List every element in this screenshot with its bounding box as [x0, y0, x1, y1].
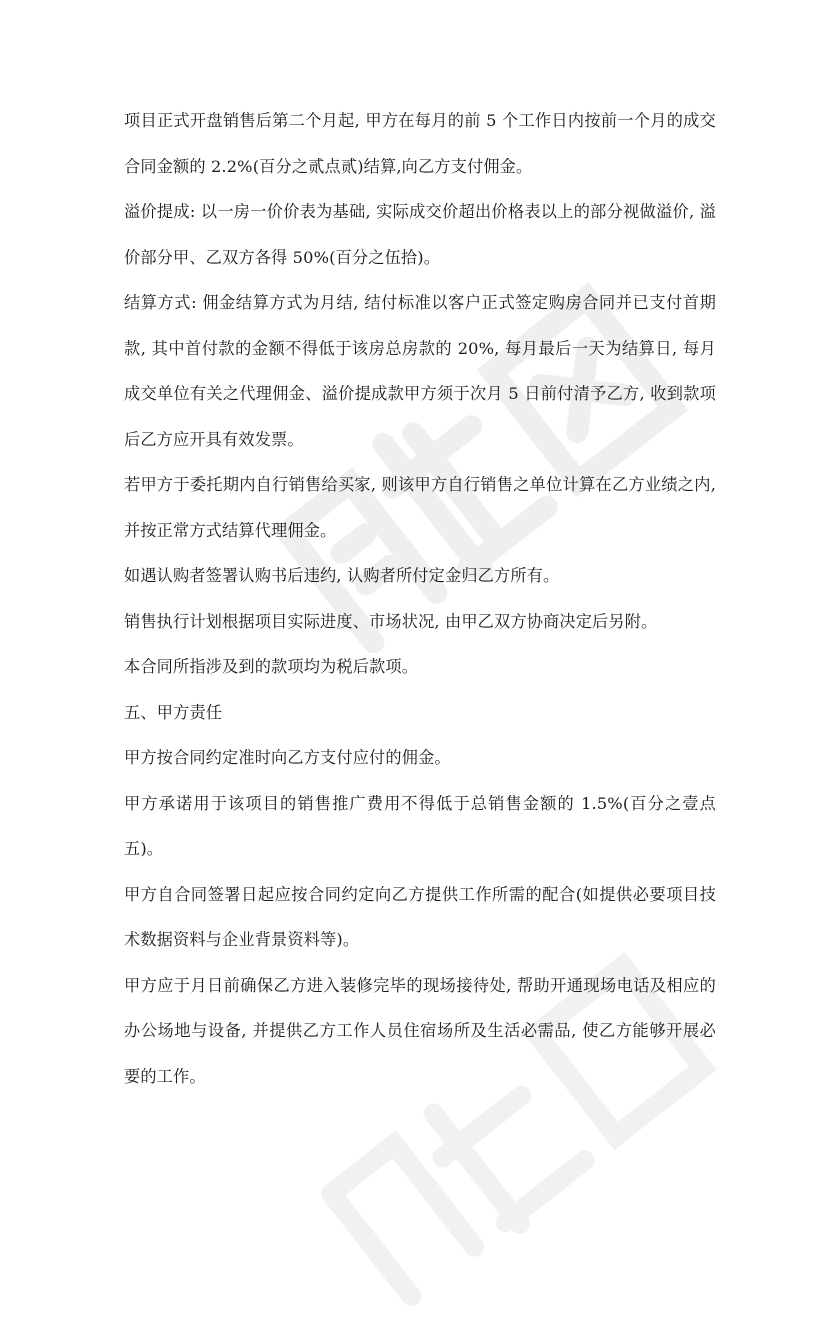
- paragraph-premium-commission: 溢价提成: 以一房一价价表为基础, 实际成交价超出价格表以上的部分视做溢价, 溢价部分甲、乙双方各得 50%(百分之伍拾)。: [124, 202, 716, 267]
- paragraph-deposit-forfeit: 如遇认购者签署认购书后违约, 认购者所付定金归乙方所有。: [124, 566, 560, 585]
- document-body: [124, 98, 716, 1099]
- paragraph-commission-settlement: 项目正式开盘销售后第二个月起, 甲方在每月的前 5 个工作日内按前一个月的成交合同金额的 2.2%(百分之贰点贰)结算,向乙方支付佣金。: [124, 111, 716, 176]
- paragraph-settlement-method: 结算方式: 佣金结算方式为月结, 结付标准以客户正式签定购房合同并已支付首期款, 其中首付款的金额不得低于该房总房款的 20%, 每月最后一天为结算日, 每月成交单位有关之代理佣金、溢价提成款甲方须于次月 5 日前付清予乙方, 收到款项后乙方应开具有效发票。: [124, 293, 716, 449]
- section-heading-party-a-duties: 五、甲方责任: [124, 702, 223, 722]
- paragraph-sales-plan: 销售执行计划根据项目实际进度、市场状况, 由甲乙双方协商决定后另附。: [124, 611, 658, 631]
- paragraph-self-sales: 若甲方于委托期内自行销售给买家, 则该甲方自行销售之单位计算在乙方业绩之内, 并按正常方式结算代理佣金。: [124, 475, 716, 540]
- paragraph-promotion-budget: 甲方承诺用于该项目的销售推广费用不得低于总销售金额的 1.5%(百分之壹点五)。: [124, 793, 716, 858]
- paragraph-reception-setup: 甲方应于月日前确保乙方进入装修完毕的现场接待处, 帮助开通现场电话及相应的办公场地与设备, 并提供乙方工作人员住宿场所及生活必需品, 使乙方能够开展必要的工作。: [124, 975, 716, 1086]
- paragraph-provide-support: 甲方自合同签署日起应按合同约定向乙方提供工作所需的配合(如提供必要项目技术数据资料与企业背景资料等)。: [124, 884, 716, 949]
- paragraph-pay-commission: 甲方按合同约定准时向乙方支付应付的佣金。: [124, 748, 451, 767]
- paragraph-after-tax: 本合同所指涉及到的款项均为税后款项。: [124, 657, 419, 676]
